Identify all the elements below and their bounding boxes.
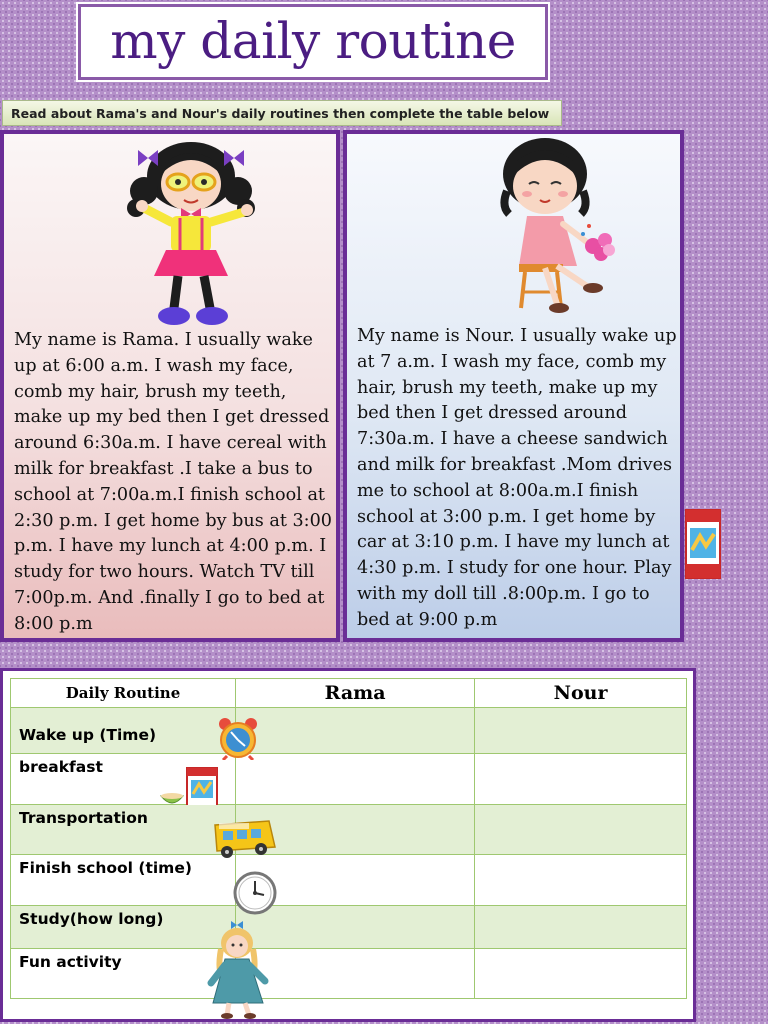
nour-panel <box>343 130 684 642</box>
row-label-transportation: Transportation <box>19 809 148 827</box>
cell-nour-finish-school[interactable] <box>475 855 687 906</box>
page-title: my daily routine <box>110 12 516 70</box>
instruction-banner: Read about Rama's and Nour's daily routines then complete the table below <box>2 100 562 126</box>
nour-paragraph: My name is Nour. I usually wake up at 7 a.m. I wash my face, comb my hair, brush my teeth, make up my bed then I get dressed around 7:30a.m. I have a cheese sandwich and milk for breakfast .Mom drives me to school at 8:00a.m.I finish school at 3:00 p.m. I get home by car at 3:10 p.m. I have my lunch at 4:30 p.m. I study for one hour. Play with my doll till .8:00p.m. I go to bed at 9:00 p.m <box>357 326 677 630</box>
school-bus-icon <box>209 817 279 859</box>
cell-nour-breakfast[interactable] <box>475 754 687 805</box>
routine-table <box>10 678 687 999</box>
routine-table-container <box>0 668 696 1022</box>
cell-nour-fun-activity[interactable] <box>475 949 687 999</box>
header-daily-routine: Daily Routine <box>11 679 236 708</box>
girl-nour-illustration <box>497 136 622 316</box>
row-label-finish-school: Finish school (time) <box>19 859 192 877</box>
row-label-fun-activity: Fun activity <box>19 953 122 971</box>
header-nour: Nour <box>475 679 687 708</box>
rama-panel <box>0 130 340 642</box>
title-box <box>78 4 548 80</box>
rama-paragraph: My name is Rama. I usually wake up at 6:00 a.m. I wash my face, comb my hair, brush my teeth, make up my bed then I get dressed around 6:30a.m. I have cereal with milk for breakfast .I take a bus to school at 7:00a.m.I finish school at 2:30 p.m. I get home by bus at 3:00 p.m. I have my lunch at 4:00 p.m. I study for two hours. Watch TV till 7:00p.m. And .finally I go to bed at 8:00 p.m <box>14 330 332 634</box>
cell-nour-wake-up[interactable] <box>475 708 687 754</box>
wall-clock-icon <box>233 871 277 915</box>
header-rama: Rama <box>236 679 475 708</box>
row-label-study: Study(how long) <box>19 910 164 928</box>
cell-nour-transportation[interactable] <box>475 805 687 855</box>
cell-nour-study[interactable] <box>475 906 687 949</box>
row-label-wake-up: Wake up (Time) <box>19 726 157 744</box>
girl-rama-illustration <box>116 136 266 331</box>
row-label-breakfast: breakfast <box>19 758 103 776</box>
cereal-box-icon <box>159 766 221 810</box>
cereal-box-icon <box>684 506 722 582</box>
doll-icon <box>207 921 277 1019</box>
cell-rama-wake-up[interactable] <box>236 708 475 754</box>
cell-rama-breakfast[interactable] <box>236 754 475 805</box>
